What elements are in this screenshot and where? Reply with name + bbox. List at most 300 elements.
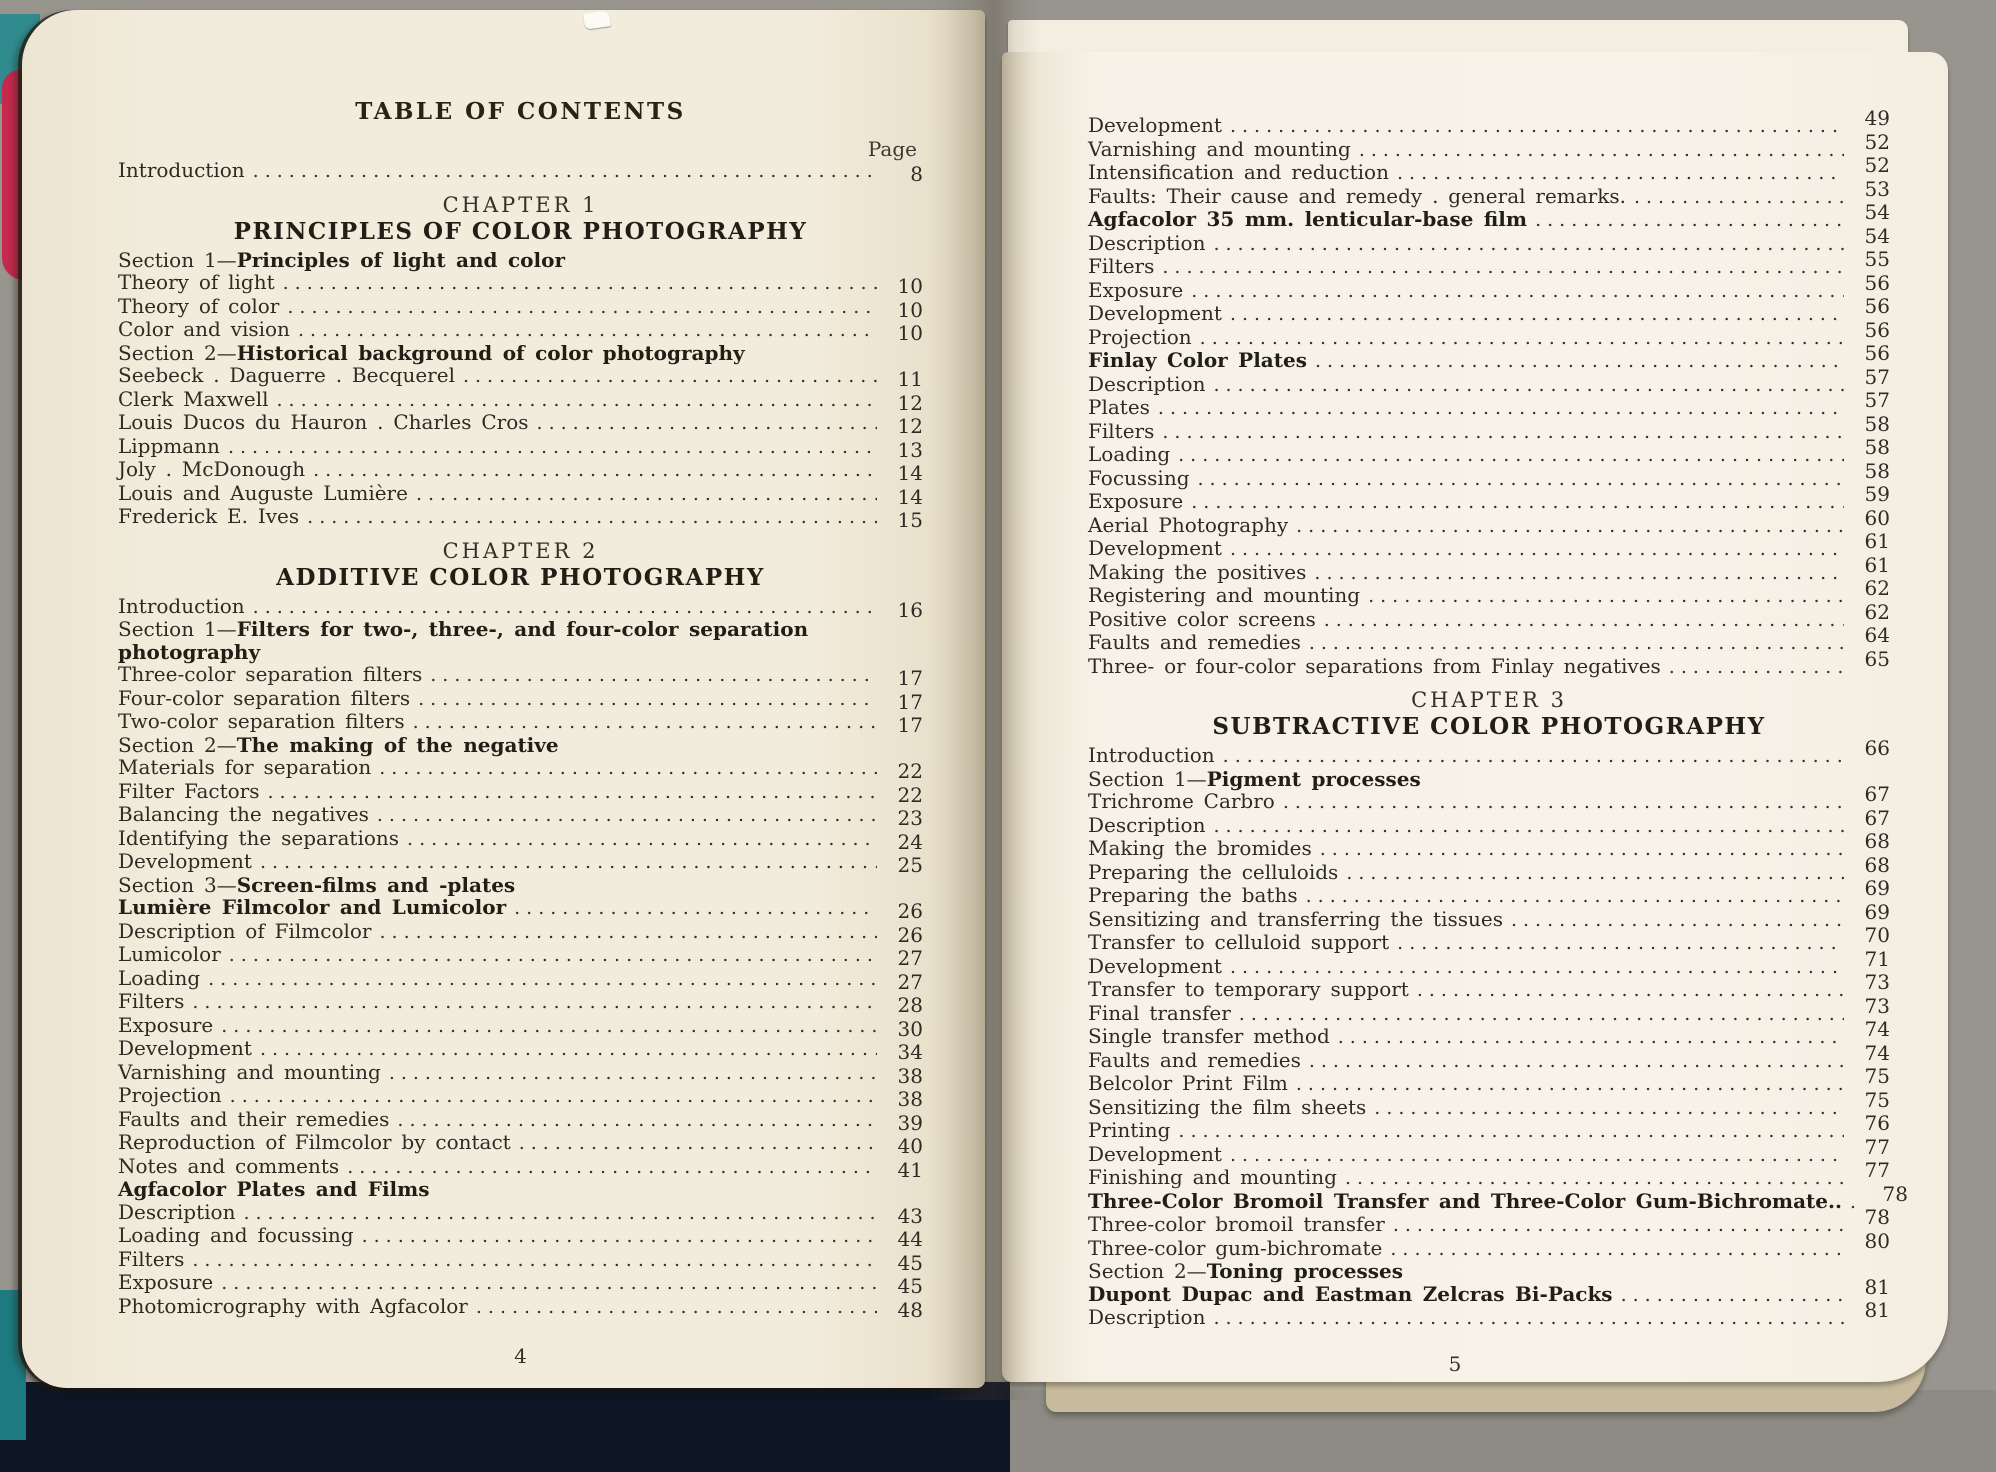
page-number: 54 [1864,200,1890,224]
page-number: 23 [897,806,923,830]
toc-row [118,1106,923,1135]
page-number: 13 [897,437,923,462]
page-column-label: Page [867,137,917,161]
dot-leader [1389,932,1844,955]
section-prefix: Section 1— [118,247,237,272]
toc-entry-label: Final transfer [1088,1000,1231,1025]
toc-row [118,825,923,854]
dot-leader [1330,1026,1844,1049]
dot-leader [1385,1214,1844,1237]
left-folio: 4 [514,1344,527,1368]
page-number: 66 [1864,736,1890,760]
toc-section-heading [118,342,923,365]
toc-entry-label: Projection [118,1083,222,1107]
toc-row [1088,458,1890,491]
toc-entry-label: Making the bromides [1088,836,1312,860]
dot-leader [1205,1307,1844,1330]
dot-leader [1626,186,1844,209]
toc-entry-label: Description [118,1199,236,1224]
toc-row [118,293,923,322]
dot-leader [1389,162,1844,185]
dot-leader [220,436,877,459]
toc-entry-label: Balancing the negatives [118,802,369,826]
dot-leader [405,711,877,734]
section-title: Principles of light and color [236,247,565,272]
toc-entry-label: Loading [118,965,201,990]
page-number: 17 [897,713,923,737]
toc-row [1088,200,1890,232]
toc-entry-label: Making the positives [1088,559,1307,584]
page-number: 49 [1864,106,1890,130]
toc-entry-label: Sensitizing the film sheets [1088,1094,1367,1119]
page-number: 81 [1864,1274,1890,1299]
toc-entry-label: Exposure [1088,489,1184,513]
toc-row [118,685,923,714]
dot-leader [371,757,877,780]
page-number: 17 [897,689,923,714]
page-number: 52 [1864,153,1890,177]
toc-row [118,1246,923,1275]
toc-row [1088,176,1890,209]
dot-leader [511,1132,877,1155]
page-number: 52 [1864,129,1890,154]
page-number: 56 [1864,341,1890,365]
toc-row [1088,970,1890,1002]
page-number: 12 [897,390,923,415]
dot-leader [213,1015,877,1038]
page-number: 62 [1864,599,1890,624]
toc-entry-label: Three-color gum-bichromate [1088,1235,1383,1260]
page-number: 45 [897,1274,923,1298]
page-number: 73 [1864,970,1890,994]
page-number: 58 [1864,411,1890,436]
toc-entry-label: Theory of light [118,270,275,294]
toc-entry-label: Registering and mounting [1088,583,1361,607]
toc-row [1088,223,1890,256]
dot-leader [1170,1120,1844,1143]
toc-entry-label: Agfacolor 35 mm. lenticular-base film [1088,207,1528,231]
toc-entry-label: Exposure [118,1012,214,1037]
dot-leader [1338,862,1844,885]
page-number: 76 [1864,1111,1890,1135]
page-number: 34 [897,1040,923,1064]
toc-row [1088,411,1890,444]
toc-entry-label: Transfer to temporary support [1088,977,1409,1001]
page-number: 68 [1864,829,1890,853]
page-number: 53 [1864,176,1890,201]
section-title: Toning processes [1206,1259,1404,1283]
section-prefix: Section 2— [118,732,237,757]
page-number: 10 [897,297,923,322]
toc-entry-label: Development [1088,536,1222,560]
toc-entry-label: Clerk Maxwell [118,386,269,411]
toc-entry-label: Louis and Auguste Lumière [118,480,408,505]
page-number: 69 [1864,876,1890,900]
page-number: 58 [1864,435,1890,459]
dot-leader [1222,1144,1844,1167]
dot-leader [529,412,877,435]
chapter-title-line: SUBTRACTIVE COLOR PHOTOGRAPHY [1212,713,1766,740]
toc-row [1088,364,1890,397]
page-number: 67 [1864,805,1890,830]
section-title: Pigment processes [1206,766,1421,791]
toc-row [118,593,923,622]
page-number: 45 [897,1250,923,1275]
toc-row [118,270,923,298]
toc-entry-label: Varnishing and mounting [1088,136,1351,161]
toc-entry-label: Filter Factors [118,778,260,803]
toc-entry-label: Dupont Dupac and Eastman Zelcras Bi-Packs [1088,1281,1613,1306]
section-prefix: Section 1— [118,617,237,641]
dot-leader [1222,538,1844,561]
toc-entry-label: Description [1088,812,1206,837]
page-number: 24 [897,829,923,854]
toc-row [118,1083,923,1111]
toc-row [118,755,923,783]
page-number: 65 [1864,646,1890,671]
chapter-title-line: PRINCIPLES OF COLOR PHOTOGRAPHY [233,217,808,245]
toc-section-heading [118,734,923,757]
toc-entry-label: Description [1088,230,1206,255]
page-number: 10 [897,321,923,345]
left-toc-rows [118,158,923,1322]
toc-entry-label: Three- or four-color separations from Finlay negatives [1088,653,1661,678]
toc-row [118,1012,923,1041]
page-number: 22 [897,782,923,807]
dot-leader [369,804,877,827]
page-number: 81 [1864,1298,1890,1322]
chapter-title-line: ADDITIVE COLOR PHOTOGRAPHY [276,563,765,591]
toc-section-continuation: photography [118,639,261,664]
toc-entry-label: Materials for separation [118,755,372,779]
toc-entry-label: Filters [1088,418,1155,443]
page-number: 60 [1864,505,1890,530]
toc-row [118,662,923,690]
toc-entry-label: Aerial Photography [1088,512,1289,537]
toc-entry-label: Photomicrography with Agfacolor [118,1293,468,1318]
toc-entry-label: Exposure [1088,277,1184,302]
page-number: 75 [1864,1064,1890,1088]
page-number: 64 [1864,623,1890,647]
toc-bold-heading: Agfacolor Plates and Films [118,1177,430,1201]
page-number: 17 [897,666,923,690]
dot-leader [1231,1003,1844,1026]
right-page-text-column [1002,52,1948,1376]
dot-leader [275,272,877,295]
dot-leader [1183,491,1844,514]
dot-leader [305,459,877,482]
page-number: 14 [897,484,923,509]
page-number: 74 [1864,1017,1890,1041]
page-number: 57 [1864,364,1890,389]
page-number: 78 [1864,1205,1890,1229]
dot-leader [290,319,877,342]
toc-row [1088,1274,1890,1307]
dot-leader [1275,791,1844,814]
toc-entry-label: Faults and remedies [1088,1047,1301,1072]
dot-leader [408,483,877,506]
dot-leader [1409,979,1844,1002]
toc-title: TABLE OF CONTENTS [355,98,686,125]
toc-row [1088,576,1890,608]
dot-leader [252,1038,877,1061]
toc-row [1088,1158,1890,1190]
dot-leader [410,688,877,711]
toc-row [118,363,923,391]
dot-leader [299,506,877,529]
section-title: Screen-films and -plates [236,872,516,897]
toc-entry-label: Single transfer method [1088,1024,1330,1048]
dot-leader [245,596,877,619]
dot-leader [389,1109,877,1132]
page-number: 10 [897,274,923,298]
toc-row [118,942,923,970]
toc-chapter-heading [118,529,923,595]
dot-leader [221,944,877,967]
dot-leader [1306,562,1844,585]
section-prefix: Section 2— [1088,1259,1207,1283]
toc-row [1088,482,1890,514]
toc-entry-label: Lumière Filmcolor and Lumicolor [118,895,507,919]
toc-entry-label: Notes and comments [118,1153,340,1178]
dot-leader [381,1062,877,1085]
toc-entry-label: Focussing [1088,465,1190,490]
dot-leader [1351,139,1844,162]
dot-leader [213,1272,877,1295]
toc-entry-label: Development [118,849,252,873]
page-number: 12 [897,414,923,438]
toc-row [118,849,923,877]
page-number: 71 [1864,946,1890,971]
toc-row [1088,529,1890,561]
page-number: 8 [910,162,923,186]
toc-entry-label: Lippmann [118,433,220,458]
dot-leader [506,897,877,920]
dot-leader [245,160,877,183]
toc-row [118,410,923,438]
toc-row [118,709,923,737]
book-cover-navy-edge [0,1382,1010,1472]
toc-row [118,965,923,994]
right-folio: 5 [1448,1351,1462,1376]
page-number: 57 [1864,388,1890,412]
toc-row [118,989,923,1017]
toc-entry-label: Color and vision [118,317,290,341]
toc-row [1088,782,1890,814]
toc-entry-label: Preparing the celluloids [1088,859,1339,884]
toc-row [1088,552,1890,585]
dot-leader [371,921,877,944]
toc-row [118,918,923,947]
dot-leader [184,1249,877,1272]
toc-entry-label: Varnishing and mounting [118,1059,381,1084]
toc-entry-label: Projection [1088,324,1192,349]
toc-row [118,778,923,807]
toc-row [118,1059,923,1088]
toc-row [1088,505,1890,538]
toc-entry-label: Belcolor Print Film [1088,1071,1288,1095]
toc-row [1088,899,1890,932]
page-number: 73 [1864,993,1890,1018]
page-number: 38 [897,1063,923,1088]
dot-leader [184,991,877,1014]
toc-entry-label: Two-color separation filters [118,709,405,733]
toc-entry-label: Theory of color [118,293,280,318]
toc-entry-label: Transfer to celluloid support [1088,930,1390,954]
dot-leader [1337,1167,1844,1190]
toc-row [1088,1205,1890,1237]
toc-entry-label: Reproduction of Filmcolor by contact [118,1130,511,1154]
toc-row [118,1270,923,1298]
toc-entry-label: Joly . McDonough [118,457,306,481]
page-number: 25 [897,853,923,877]
toc-entry-label: Development [118,1036,252,1060]
toc-row [118,386,923,415]
page-number: 59 [1864,482,1890,506]
dot-leader [1205,233,1844,256]
page-number: 58 [1864,458,1890,483]
toc-row [118,158,923,186]
toc-section-heading [1088,768,1890,791]
toc-row [1088,1017,1890,1049]
dot-leader [422,664,877,687]
section-title: The making of the negative [236,732,559,757]
toc-row [1088,1087,1890,1120]
dot-leader [1316,609,1844,632]
dot-leader [1307,350,1844,373]
toc-row [1088,435,1890,467]
dot-leader [1222,303,1844,326]
page-number: 77 [1864,1158,1890,1182]
page-number: 39 [897,1110,923,1135]
toc-row [1088,946,1890,979]
toc-section-heading [1088,1260,1890,1283]
toc-section-heading [118,249,923,272]
page-number: 27 [897,969,923,994]
toc-entry-label: Filters [118,1246,185,1271]
page-number: 70 [1864,923,1890,947]
page-number: 61 [1864,552,1890,577]
toc-entry-label: Faults and their remedies [118,1106,390,1131]
page-number: 78 [1882,1181,1908,1206]
dot-leader [468,1296,877,1319]
dot-leader [1288,515,1844,538]
section-prefix: Section 2— [118,340,237,365]
dot-leader [399,828,877,851]
toc-row [1088,317,1890,350]
dot-leader [1190,468,1844,491]
toc-row [1088,829,1890,861]
chapter-number-line: CHAPTER 1 [442,192,599,217]
section-prefix: Section 3— [118,872,237,897]
toc-row [1088,106,1890,138]
toc-row [1088,153,1890,185]
page-number: 14 [897,461,923,485]
toc-entry-label: Lumicolor [118,942,221,966]
toc-row [1088,1040,1890,1073]
page-number: 43 [897,1203,923,1228]
section-title: Filters for two-, three-, and four-color separation [236,617,809,641]
toc-row [118,1199,923,1228]
page-number: 27 [897,946,923,970]
toc-chapter-heading [118,183,923,249]
dot-leader [339,1156,877,1179]
toc-entry-label: Description of Filmcolor [118,918,372,943]
page-number: 28 [897,993,923,1017]
dot-leader [1183,280,1844,303]
section-prefix: Section 1— [1088,766,1207,791]
page-number: 30 [897,1016,923,1041]
dot-leader [1503,909,1844,932]
toc-row [1088,1064,1890,1096]
toc-row [1088,341,1890,373]
toc-row [118,1130,923,1158]
toc-row [1088,129,1890,162]
toc-entry-label: Filters [1088,254,1155,278]
dot-leader [200,968,877,991]
section-title: Historical background of color photography [236,340,745,365]
toc-row [1088,805,1890,838]
toc-row [1088,1298,1890,1330]
toc-row [118,1293,923,1322]
toc-entry-label: Development [1088,113,1222,137]
dot-leader [235,1202,877,1225]
page-number: 67 [1864,782,1890,806]
toc-row [1088,270,1890,303]
toc-row [118,504,923,532]
toc-row [118,433,923,462]
page-number: 80 [1864,1228,1890,1253]
dot-leader [1360,585,1844,608]
toc-entry-label: Intensification and reduction [1088,160,1389,184]
page-number: 38 [897,1087,923,1111]
toc-row [1088,876,1890,908]
toc-entry-label: Development [1088,1141,1222,1166]
toc-entry-label: Seebeck . Daguerre . Becquerel [118,363,455,387]
toc-row [1088,923,1890,955]
dot-leader [279,296,877,319]
dot-leader [260,781,877,804]
dot-leader [1301,632,1844,655]
toc-section-heading [118,618,923,641]
toc-entry-label: Development [1088,953,1222,978]
toc-row [1088,852,1890,885]
toc-row [118,802,923,830]
toc-entry-label: Finishing and mounting [1088,1165,1337,1189]
toc-row [1088,294,1890,326]
page-number: 15 [897,508,923,532]
page-number: 44 [897,1227,923,1251]
page-number: 26 [897,922,923,947]
toc-entry-label: Positive color screens [1088,606,1316,631]
page-number: 56 [1864,270,1890,295]
toc-row [1088,646,1890,679]
left-page [22,10,985,1388]
page-number: 56 [1864,317,1890,342]
toc-row [118,1036,923,1064]
dot-leader [1154,421,1844,444]
page-number: 16 [897,597,923,622]
toc-entry-label: Louis Ducos du Hauron . Charles Cros [118,410,529,434]
dot-leader [1298,885,1844,908]
dot-leader [1205,815,1844,838]
toc-row [118,895,923,923]
dot-leader [1312,838,1844,861]
toc-entry-label: Introduction [118,158,245,182]
dot-leader [1215,745,1844,768]
toc-entry-label: Development [1088,301,1222,325]
page-number: 55 [1864,247,1890,271]
